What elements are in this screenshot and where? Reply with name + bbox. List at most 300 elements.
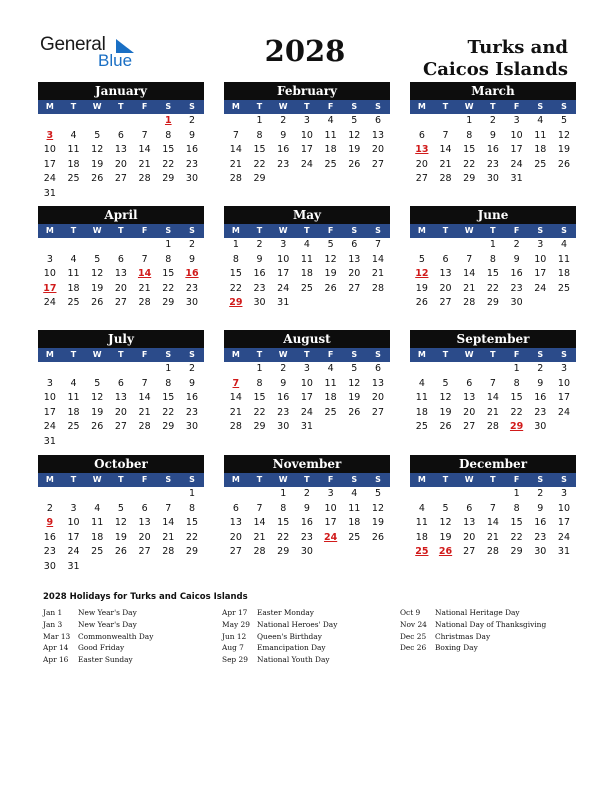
weekday-label: W [464, 102, 474, 111]
week-row [38, 267, 204, 282]
day-cell: 12 [91, 268, 104, 280]
day-cell [133, 238, 157, 253]
day-cell: 4 [537, 115, 544, 126]
day-cell: 1 [256, 363, 263, 374]
day-cell: 19 [348, 392, 361, 404]
weekday-label: S [165, 475, 172, 484]
day-cell: 27 [138, 546, 151, 558]
day-cell: 21 [138, 158, 151, 170]
weekday-label: S [165, 350, 172, 359]
day-cell: 26 [91, 173, 104, 185]
weekday-label: T [442, 475, 449, 484]
month-title: June [410, 206, 576, 224]
weekday-label: T [442, 226, 449, 235]
day-cell: 24 [277, 282, 290, 294]
day-cell: 19 [557, 144, 571, 156]
week-row [410, 267, 576, 282]
day-cell: 3 [70, 502, 77, 514]
day-cell [271, 172, 295, 187]
day-cell: 18 [300, 268, 313, 280]
day-cell: 28 [486, 421, 499, 433]
day-cell [62, 187, 86, 202]
day-cell: 1 [256, 115, 263, 126]
week-row [38, 391, 204, 406]
day-cell [434, 114, 458, 129]
week-row [38, 487, 204, 502]
day-cell: 17 [300, 392, 313, 404]
day-cell: 24 [557, 531, 571, 543]
weekday-header [38, 473, 204, 487]
day-cell: 19 [439, 406, 452, 418]
weekday-header [410, 473, 576, 487]
week-row [38, 531, 204, 546]
day-cell [410, 114, 434, 129]
day-cell: 5 [94, 129, 101, 141]
day-cell: 11 [300, 253, 313, 265]
holiday-date: Jan 1 [43, 608, 63, 617]
weekday-label: T [442, 102, 449, 111]
weekday-label: T [118, 226, 124, 235]
day-cell [457, 362, 481, 377]
weekday-label: M [231, 226, 240, 235]
day-cell: 13 [114, 392, 127, 404]
day-cell: 2 [188, 239, 195, 250]
day-cell: 28 [138, 421, 151, 433]
day-cell: 25 [415, 421, 428, 433]
day-cell [552, 172, 576, 187]
day-cell: 15 [253, 144, 266, 156]
day-cell [342, 420, 366, 435]
day-cell: 19 [371, 517, 385, 529]
day-cell: 5 [442, 502, 449, 514]
day-cell: 19 [114, 531, 127, 543]
day-cell: 23 [510, 282, 523, 294]
day-cell: 3 [327, 488, 334, 499]
day-cell: 1 [165, 363, 172, 374]
day-cell: 5 [94, 377, 101, 389]
weekday-label: T [118, 475, 124, 484]
week-row [38, 158, 204, 173]
day-cell: 23 [300, 531, 313, 543]
day-cell: 15 [229, 268, 242, 280]
day-cell: 6 [442, 253, 449, 265]
day-cell: 18 [324, 392, 337, 404]
day-cell [342, 172, 366, 187]
day-cell: 20 [463, 406, 476, 418]
month-title: August [224, 330, 390, 348]
day-cell: 26 [324, 282, 337, 294]
day-cell: 28 [138, 297, 151, 309]
day-cell: 29 [463, 173, 476, 185]
day-cell: 15 [253, 392, 266, 404]
holiday-item [222, 631, 337, 643]
day-cell: 23 [277, 406, 290, 418]
day-cell: 7 [141, 253, 148, 265]
day-cell [109, 238, 133, 253]
country-title [423, 37, 568, 81]
holiday-date: Dec 26 [400, 643, 427, 653]
day-cell [410, 238, 434, 253]
day-cell: 3 [280, 239, 287, 250]
day-cell: 21 [229, 158, 242, 170]
day-cell: 29 [253, 173, 266, 185]
day-cell: 17 [534, 268, 547, 280]
day-cell: 4 [560, 239, 567, 250]
weekday-label: F [327, 475, 334, 484]
day-cell [85, 435, 109, 450]
weekday-label: S [351, 102, 358, 111]
day-cell: 16 [534, 517, 547, 529]
day-cell: 2 [188, 363, 195, 374]
day-cell: 17 [300, 144, 313, 156]
day-cell: 10 [43, 144, 56, 156]
day-cell [434, 238, 458, 253]
weekday-label: W [464, 475, 474, 484]
day-cell: 15 [185, 517, 199, 529]
weekday-label: W [278, 475, 288, 484]
day-cell: 24 [67, 546, 80, 558]
day-cell: 3 [46, 253, 53, 265]
day-cell: 26 [348, 158, 361, 170]
day-cell: 2 [280, 115, 287, 126]
day-cell: 21 [486, 531, 499, 543]
weekday-label: T [304, 226, 310, 235]
day-cell: 27 [348, 282, 361, 294]
day-cell [109, 560, 133, 575]
weekday-label: S [375, 226, 381, 235]
day-cell: 20 [114, 406, 127, 418]
day-cell: 24 [300, 158, 313, 170]
weekday-label: F [513, 102, 520, 111]
day-cell: 16 [277, 392, 290, 404]
holiday-date: Apr 17 [222, 608, 248, 617]
week-row [410, 406, 576, 421]
weekday-label: W [92, 475, 102, 484]
day-cell: 31 [277, 297, 290, 309]
week-row [410, 296, 576, 311]
day-cell: 28 [229, 421, 242, 433]
week-row [410, 172, 576, 187]
week-row [38, 362, 204, 377]
month-august [224, 330, 390, 435]
week-row [224, 158, 390, 173]
holiday-name: New Year's Day [78, 608, 137, 617]
year-title: 2028 [264, 34, 346, 68]
day-cell: 17 [510, 144, 523, 156]
day-cell: 3 [560, 363, 567, 374]
day-cell: 28 [439, 173, 452, 185]
day-cell: 9 [256, 253, 263, 265]
country-line-2: Caicos Islands [422, 59, 568, 80]
day-cell [224, 362, 248, 377]
day-cell: 25 [91, 546, 104, 558]
holiday-name: New Year's Day [78, 619, 137, 629]
day-cell: 23 [185, 158, 199, 170]
day-cell [319, 172, 343, 187]
day-cell: 22 [162, 158, 175, 170]
day-cell: 18 [557, 268, 571, 280]
day-cell: 6 [351, 239, 358, 250]
day-cell: 17 [67, 531, 80, 543]
day-cell [109, 187, 133, 202]
day-cell: 5 [327, 239, 334, 250]
day-cell: 26 [439, 421, 452, 433]
holiday-item [400, 607, 546, 619]
month-title: October [38, 455, 204, 473]
day-cell [133, 560, 157, 575]
day-cell [156, 487, 180, 502]
weekday-label: M [45, 350, 54, 359]
week-row [410, 391, 576, 406]
day-cell: 22 [510, 531, 523, 543]
day-cell [434, 487, 458, 502]
holiday-name: National Day of Thanksgiving [435, 619, 547, 629]
month-june [410, 206, 576, 311]
day-cell: 21 [253, 531, 266, 543]
holiday-name: Good Friday [78, 643, 125, 653]
day-cell: 16 [510, 268, 523, 280]
weekday-label: M [45, 226, 54, 235]
month-title: January [38, 82, 204, 100]
day-cell: 22 [185, 531, 199, 543]
week-row [38, 253, 204, 268]
weekday-label: T [256, 102, 263, 111]
week-row [38, 282, 204, 297]
day-cell: 2 [537, 488, 544, 499]
day-cell: 27 [114, 421, 127, 433]
week-row [224, 238, 390, 253]
day-cell: 20 [463, 531, 476, 543]
day-cell: 19 [324, 268, 337, 280]
day-cell: 22 [277, 531, 290, 543]
day-cell: 22 [510, 406, 523, 418]
day-cell: 5 [374, 488, 381, 499]
holiday-item [400, 631, 546, 643]
day-cell: 11 [348, 502, 361, 514]
day-cell: 12 [114, 517, 127, 529]
day-cell: 22 [486, 282, 499, 294]
week-row [410, 114, 576, 129]
holiday-item [43, 619, 153, 631]
holiday-item [43, 654, 153, 666]
day-cell: 10 [534, 253, 547, 265]
day-cell: 16 [185, 144, 199, 156]
day-cell: 12 [348, 377, 361, 389]
weekday-label: S [537, 226, 544, 235]
holiday-date: Apr 14 [43, 643, 69, 653]
weekday-label: S [561, 226, 567, 235]
day-cell: 26 [371, 531, 385, 543]
day-cell: 25 [67, 421, 80, 433]
day-cell: 30 [486, 173, 499, 185]
day-cell: 23 [43, 546, 56, 558]
month-title: December [410, 455, 576, 473]
weekday-label: T [70, 226, 77, 235]
day-cell: 27 [229, 546, 242, 558]
weekday-label: S [351, 350, 358, 359]
day-cell: 21 [138, 282, 151, 294]
day-cell: 30 [510, 297, 523, 309]
day-cell: 4 [418, 502, 425, 514]
day-cell: 14 [138, 392, 151, 404]
day-cell [224, 114, 248, 129]
day-cell: 3 [537, 239, 544, 250]
day-cell [295, 172, 319, 187]
day-cell: 20 [138, 531, 151, 543]
day-cell: 8 [188, 502, 195, 514]
week-row [38, 129, 204, 144]
weekday-header [224, 224, 390, 238]
day-cell: 22 [253, 158, 266, 170]
day-cell: 13 [463, 517, 476, 529]
day-cell [85, 560, 109, 575]
weekday-label: F [141, 350, 148, 359]
holiday-day-cell: 24 [323, 531, 338, 543]
day-cell: 7 [165, 502, 172, 514]
weekday-label: T [118, 350, 124, 359]
weekday-label: W [464, 350, 474, 359]
month-february [224, 82, 390, 187]
weekday-label: F [327, 226, 334, 235]
day-cell: 27 [371, 406, 385, 418]
weekday-label: T [256, 350, 263, 359]
day-cell: 16 [300, 517, 313, 529]
day-cell: 12 [91, 392, 104, 404]
day-cell: 17 [557, 517, 571, 529]
day-cell: 4 [70, 377, 77, 389]
day-cell: 11 [557, 253, 571, 265]
week-row [38, 377, 204, 392]
day-cell: 16 [43, 531, 56, 543]
day-cell: 5 [117, 502, 124, 514]
month-november [224, 455, 390, 560]
day-cell: 21 [162, 531, 175, 543]
day-cell: 16 [534, 392, 547, 404]
day-cell: 23 [253, 282, 266, 294]
week-row [224, 391, 390, 406]
day-cell: 14 [229, 392, 242, 404]
day-cell: 19 [415, 282, 428, 294]
day-cell: 20 [439, 282, 452, 294]
day-cell: 10 [557, 502, 571, 514]
week-row [38, 238, 204, 253]
day-cell: 8 [466, 129, 473, 141]
day-cell: 9 [537, 502, 544, 514]
weekday-label: W [464, 226, 474, 235]
day-cell: 8 [232, 253, 239, 265]
holiday-name: Easter Monday [257, 608, 314, 617]
weekday-label: S [375, 350, 381, 359]
day-cell: 29 [486, 297, 499, 309]
day-cell: 25 [67, 173, 80, 185]
week-row [38, 502, 204, 517]
day-cell: 22 [162, 406, 175, 418]
logo-text-general: General [40, 34, 106, 55]
day-cell [366, 545, 390, 560]
weekday-label: F [327, 350, 334, 359]
day-cell [342, 296, 366, 311]
day-cell: 1 [188, 488, 195, 499]
holiday-item [43, 642, 153, 654]
day-cell: 17 [43, 158, 56, 170]
day-cell [38, 238, 62, 253]
day-cell: 6 [141, 502, 148, 514]
week-row [224, 129, 390, 144]
holiday-item [43, 631, 153, 643]
day-cell: 5 [94, 253, 101, 265]
month-title: November [224, 455, 390, 473]
day-cell: 9 [280, 129, 287, 141]
day-cell: 29 [253, 421, 266, 433]
month-title: February [224, 82, 390, 100]
week-row [224, 267, 390, 282]
day-cell: 13 [229, 517, 242, 529]
day-cell: 27 [371, 158, 385, 170]
weekday-label: T [304, 350, 310, 359]
day-cell: 13 [348, 253, 361, 265]
day-cell: 18 [324, 144, 337, 156]
week-row [38, 545, 204, 560]
weekday-label: T [256, 475, 263, 484]
weekday-label: T [256, 226, 263, 235]
day-cell: 30 [185, 421, 199, 433]
holiday-name: Boxing Day [435, 643, 478, 653]
weekday-label: M [231, 102, 240, 111]
weekday-label: M [417, 475, 426, 484]
day-cell: 8 [280, 502, 287, 514]
weekday-header [410, 224, 576, 238]
holiday-name: Christmas Day [435, 631, 491, 641]
day-cell: 25 [324, 158, 337, 170]
day-cell: 15 [277, 517, 290, 529]
week-row [38, 435, 204, 450]
day-cell: 9 [188, 129, 195, 141]
day-cell [481, 487, 505, 502]
day-cell [248, 487, 272, 502]
day-cell: 30 [534, 546, 547, 558]
week-row [38, 516, 204, 531]
day-cell: 21 [138, 406, 151, 418]
day-cell: 7 [374, 239, 381, 250]
weekday-label: S [189, 102, 195, 111]
day-cell: 30 [300, 546, 313, 558]
day-cell: 12 [91, 144, 104, 156]
month-july [38, 330, 204, 450]
holiday-day-cell: 3 [46, 129, 54, 141]
day-cell [528, 296, 552, 311]
holiday-name: National Heritage Day [435, 608, 520, 617]
weekday-header [410, 348, 576, 362]
week-row [224, 531, 390, 546]
day-cell: 14 [486, 392, 499, 404]
day-cell [410, 487, 434, 502]
day-cell: 28 [229, 173, 242, 185]
day-cell: 11 [91, 517, 104, 529]
holiday-name: National Youth Day [257, 655, 330, 665]
month-december [410, 455, 576, 560]
day-cell: 4 [70, 129, 77, 141]
day-cell: 6 [466, 377, 473, 389]
day-cell [62, 114, 86, 129]
day-cell: 27 [463, 421, 476, 433]
day-cell [133, 114, 157, 129]
holiday-day-cell: 12 [415, 268, 429, 280]
weekday-label: T [118, 102, 124, 111]
day-cell [180, 560, 204, 575]
weekday-label: S [537, 350, 544, 359]
day-cell: 19 [91, 406, 104, 418]
day-cell: 2 [188, 115, 195, 126]
